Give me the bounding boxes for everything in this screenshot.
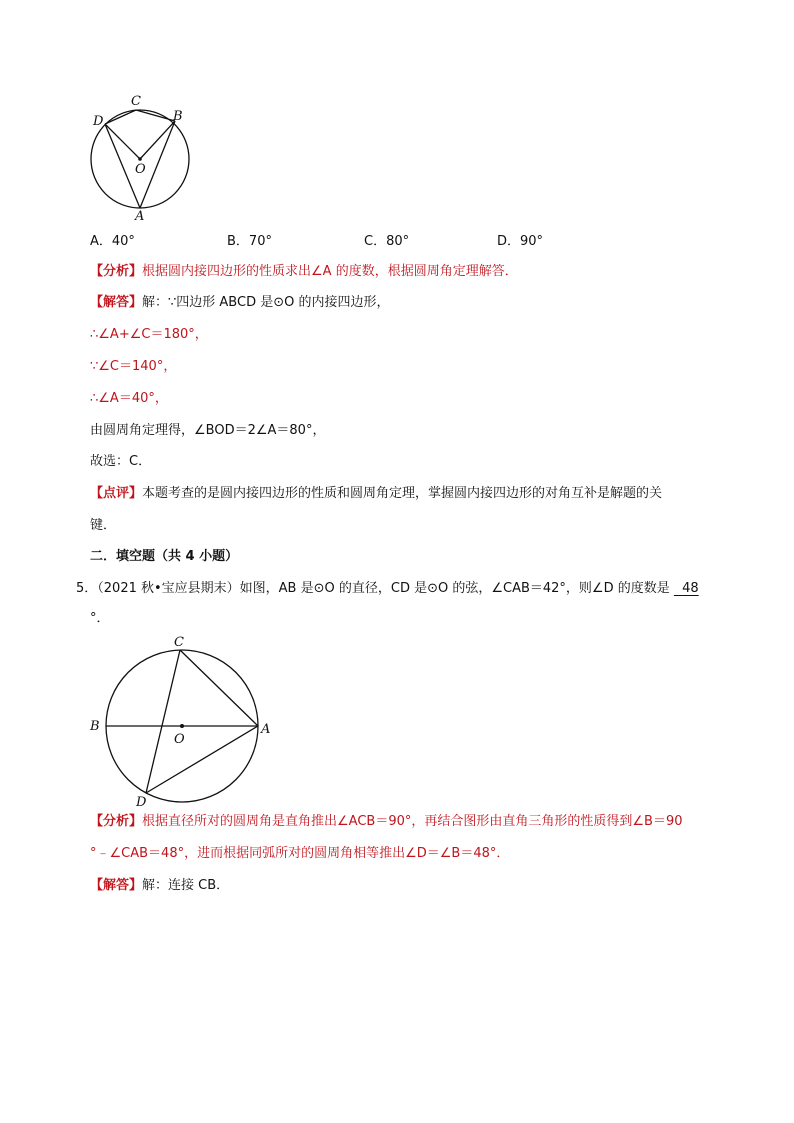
answer-tag: 【解答】 [90,295,143,310]
center-dot-2 [180,724,184,728]
q5-text [76,580,699,598]
q5-answer-tag: 【解答】 [90,878,143,893]
label-a: A [135,209,145,224]
label-c2: C [174,635,184,650]
option-c: C．80° [364,234,410,249]
chord-ca [180,650,258,726]
q5-number: 5． [76,581,98,596]
label-c: C [131,94,141,109]
radius-ob [140,121,175,159]
label-a2: A [261,722,271,737]
label-d: D [93,114,104,129]
q4-step-3: ∴∠A＝40°， [90,391,168,406]
q4-choice: 故选：C． [90,454,152,469]
answer-text: 解：∵四边形 ABCD 是⊙O 的内接四边形， [142,295,390,310]
label-d2: D [136,795,147,810]
option-b: B．70° [227,234,272,249]
q5-stem: （2021 秋•宝应县期末）如图，AB 是⊙O 的直径，CD 是⊙O 的弦，∠CAB＝42°，则∠D 的度数是 [97,581,670,596]
q4-step-4: 由圆周角定理得，∠BOD＝2∠A＝80°， [90,423,326,438]
option-a: A．40° [90,234,135,249]
q5-answer-blank [674,581,699,596]
analysis-tag: 【分析】 [90,264,143,279]
radius-od [105,124,140,159]
figure-inscribed-quadrilateral [84,92,204,224]
comment-text-1: 本题考查的是圆内接四边形的性质和圆周角定理，掌握圆内接四边形的对角互补是解题的关 [142,486,663,501]
center-dot [138,157,142,161]
chord-cb [136,110,175,121]
q5-analysis-tag: 【分析】 [90,814,143,829]
q5-analysis [90,813,683,831]
q5-answer-text: 解：连接 CB． [142,878,230,893]
label-b: B [173,109,183,124]
chord-cd [146,650,180,793]
q4-step-2: ∵∠C＝140°， [90,359,177,374]
q4-comment-cont: 键． [90,518,117,533]
q5-answer-line [90,877,229,895]
q5-analysis-cont: °﹣∠CAB＝48°，进而根据同弧所对的圆周角相等推出∠D＝∠B＝48°． [90,846,510,861]
section-heading: 二．填空题（共 4 小题） [90,549,239,564]
option-d: D．90° [497,234,544,249]
q4-comment [90,485,662,503]
q4-step-1: ∴∠A+∠C＝180°， [90,327,208,342]
figure-diameter [86,630,276,810]
q4-answer [90,294,389,312]
label-o: O [135,162,146,177]
chord-dc [105,110,136,124]
q5-analysis-text-1: 根据直径所对的圆周角是直角推出∠ACB＝90°，再结合图形由直角三角形的性质得到∠B＝90 [142,814,683,829]
chord-da [146,726,258,793]
label-o2: O [174,732,185,747]
q4-analysis [90,263,518,281]
comment-tag: 【点评】 [90,486,143,501]
q5-unit: °． [90,611,110,626]
analysis-text: 根据圆内接四边形的性质求出∠A 的度数，根据圆周角定理解答． [142,264,518,279]
label-b2: B [90,719,100,734]
q5-answer: 48 [682,581,699,596]
